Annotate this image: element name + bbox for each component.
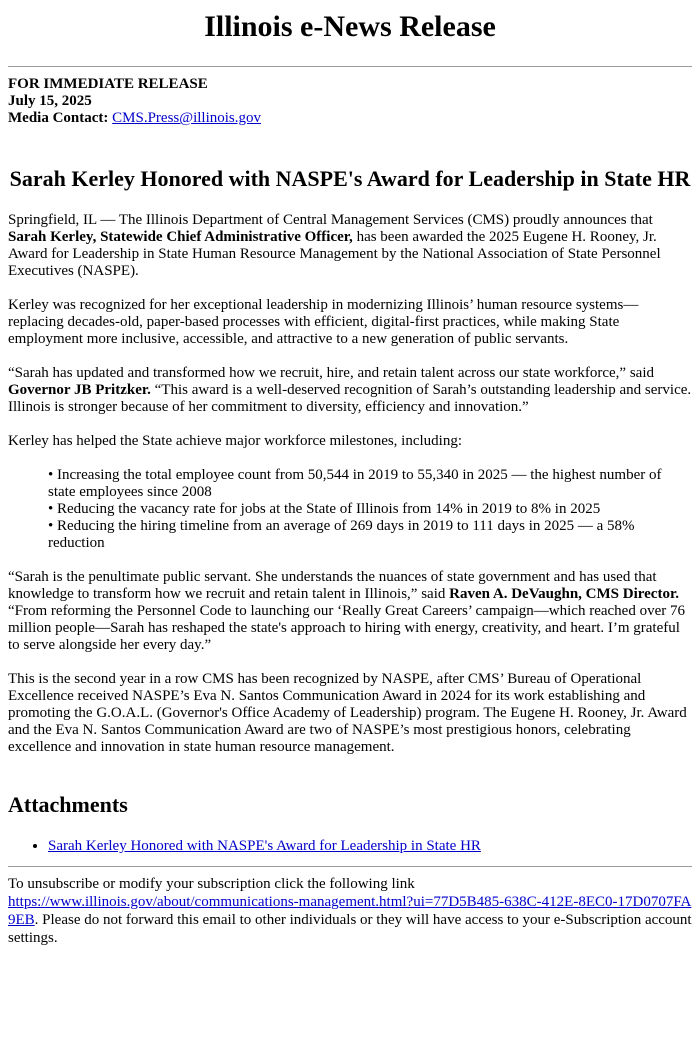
list-item: • Increasing the total employee count from 50,544 in 2019 to 55,340 in 2025 — the highest number of state employees since 2008 bbox=[48, 467, 662, 500]
governor-quote-text-a: “Sarah has updated and transformed how we recruit, hire, and retain talent across our state workforce,” said bbox=[8, 365, 654, 381]
media-contact bbox=[8, 110, 692, 127]
footer-intro: To unsubscribe or modify your subscription click the following link bbox=[8, 876, 415, 892]
page-title: Illinois e-News Release bbox=[204, 10, 496, 43]
director-quote-text-a: “Sarah is the penultimate public servant. She understands the nuances of state government and has used that knowledge to transform how we recruit and retain talent in Illinois,” said bbox=[8, 569, 657, 602]
top-divider bbox=[8, 66, 692, 67]
paragraph-governor-quote bbox=[8, 365, 692, 416]
paragraph-milestones-intro: Kerley has helped the State achieve major workforce milestones, including: bbox=[8, 433, 463, 449]
director-name: Raven A. DeVaughn, CMS Director. bbox=[449, 586, 679, 602]
unsubscribe-footer bbox=[8, 875, 692, 947]
footer-outro: . Please do not forward this email to other individuals or they will have access to your e-Subscription account settings. bbox=[8, 912, 692, 946]
attachments-heading: Attachments bbox=[8, 792, 128, 817]
release-date: July 15, 2025 bbox=[8, 93, 92, 109]
paragraph-recognition: Kerley was recognized for her exceptional leadership in modernizing Illinois’ human resource systems—replacing decades-old, paper-based processes with efficient, digital-first practices, while making State employment more inclusive, accessible, and attractive to a new generation of public servants. bbox=[8, 297, 639, 347]
attachments-list bbox=[8, 838, 692, 855]
footer-divider bbox=[8, 866, 692, 867]
director-quote-text-c: “From reforming the Personnel Code to launching our ‘Really Great Careers’ campaign—which reached over 76 million people—Sarah has reshaped the state's approach to hiring with energy, creativity, and heart. I’m grateful to serve alongside her every day.” bbox=[8, 603, 685, 653]
paragraph-intro-text-c: has been awarded the 2025 Eugene H. Rooney, Jr. Award for Leadership in State Human Resource Management by the National Association of State Personnel Executives (NASPE). bbox=[8, 229, 661, 279]
media-contact-email-link[interactable]: CMS.Press@illinois.gov bbox=[112, 110, 261, 126]
list-item: • Reducing the vacancy rate for jobs at the State of Illinois from 14% in 2019 to 8% in 2025 bbox=[48, 501, 601, 517]
paragraph-director-quote bbox=[8, 569, 692, 654]
media-contact-label: Media Contact: bbox=[8, 110, 109, 126]
governor-quote-text-c: “This award is a well-deserved recognition of Sarah’s outstanding leadership and service. Illinois is stronger because of her commitment to diversity, efficiency and innovation.” bbox=[8, 382, 692, 415]
list-item: • Reducing the hiring timeline from an average of 269 days in 2019 to 111 days in 2025 — a 58% reduction bbox=[48, 518, 635, 551]
governor-name: Governor JB Pritzker. bbox=[8, 382, 151, 398]
milestones-list bbox=[8, 467, 692, 552]
attachment-link[interactable]: Sarah Kerley Honored with NASPE's Award for Leadership in State HR bbox=[48, 838, 481, 854]
list-item bbox=[48, 838, 692, 855]
paragraph-intro-bold: Sarah Kerley, Statewide Chief Administrative Officer, bbox=[8, 229, 353, 245]
article-headline: Sarah Kerley Honored with NASPE's Award for Leadership in State HR bbox=[9, 166, 691, 191]
release-label: FOR IMMEDIATE RELEASE bbox=[8, 76, 208, 92]
paragraph-second-year: This is the second year in a row CMS has been recognized by NASPE, after CMS’ Bureau of Operational Excellence received NASPE’s Eva N. Santos Communication Award in 2024 for its work establishing and promoting the G.O.A.L. (Governor's Office Academy of Leadership) program. The Eugene H. Rooney, Jr. Award and the Eva N. Santos Communication Award are two of NASPE’s most prestigious honors, celebrating excellence and innovation in state human resource management. bbox=[8, 671, 687, 755]
release-meta bbox=[8, 76, 692, 127]
paragraph-intro bbox=[8, 212, 692, 280]
subscription-management-link[interactable]: https://www.illinois.gov/about/communications-management.html?ui=77D5B485-638C-412E-8EC0-17D0707FA9EB bbox=[8, 894, 692, 928]
paragraph-intro-text-a: Springfield, IL — The Illinois Department of Central Management Services (CMS) proudly announces that bbox=[8, 212, 653, 228]
